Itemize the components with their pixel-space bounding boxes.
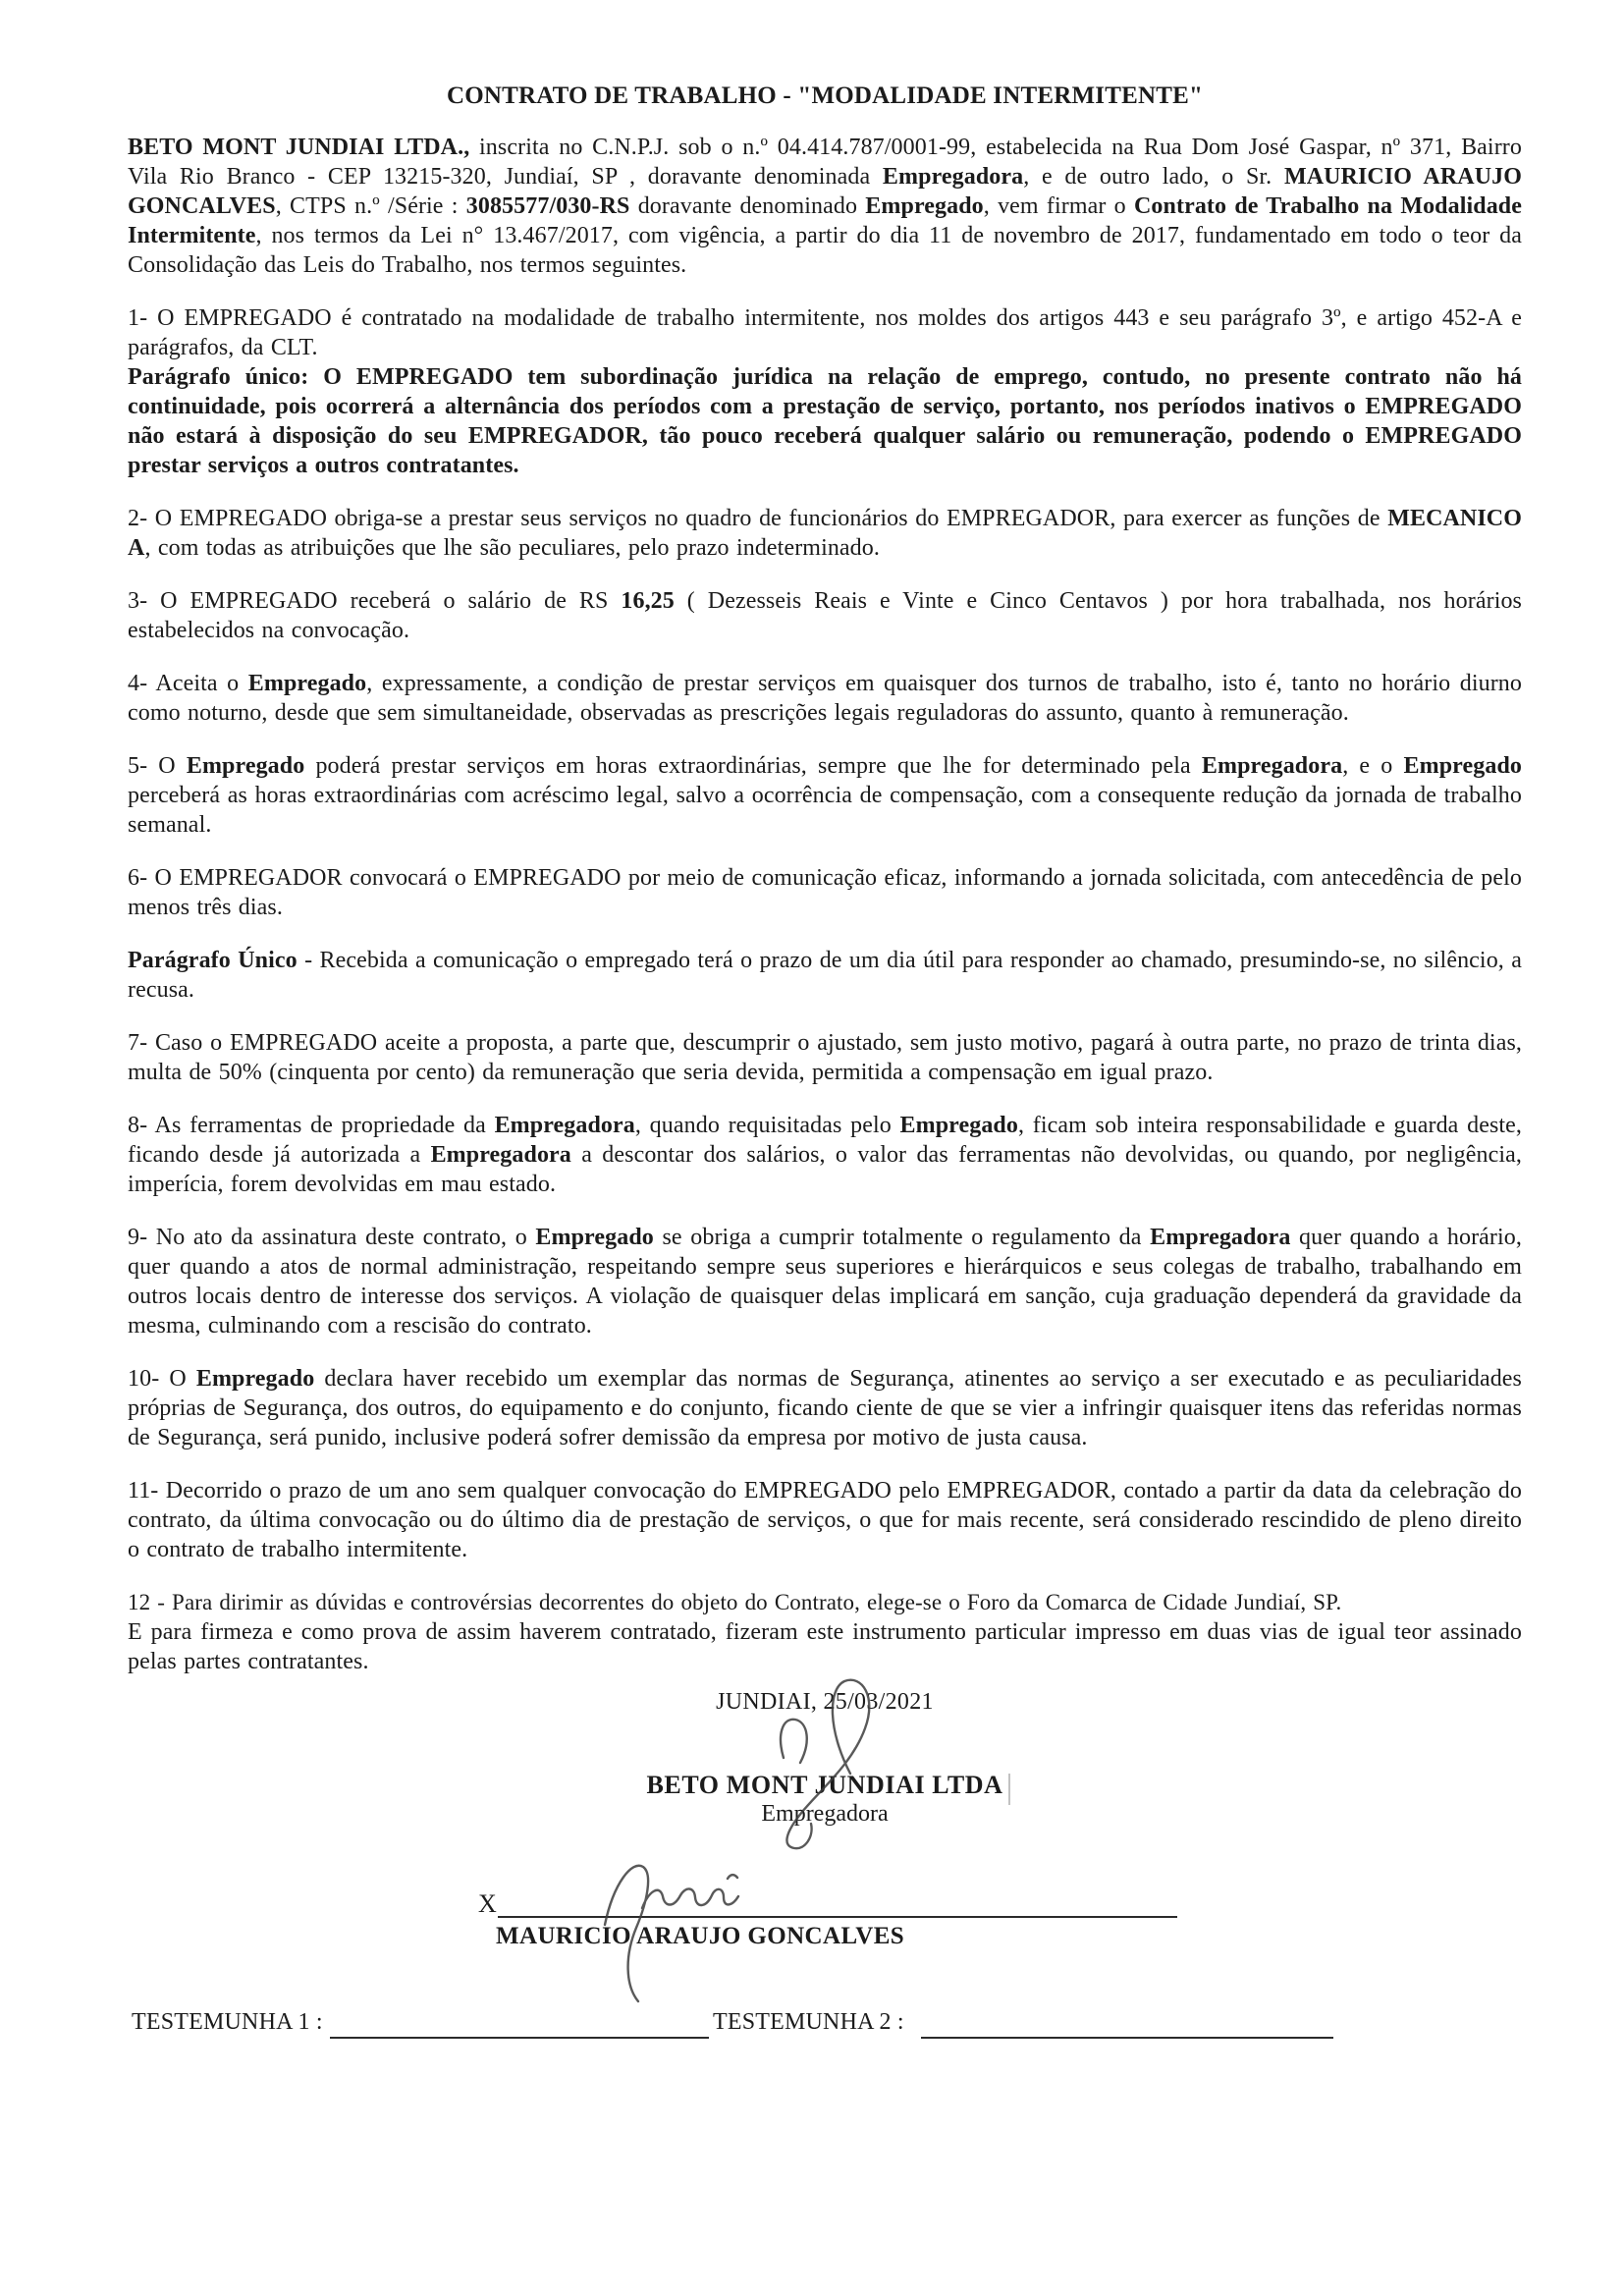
text-segment: 8- As ferramentas de propriedade da <box>128 1113 495 1138</box>
clause-2 <box>128 504 1522 563</box>
text-segment: 3- O EMPREGADO receberá o salário de RS <box>128 588 622 614</box>
company-signature-block <box>128 1688 1522 1828</box>
text-segment: Parágrafo Único <box>128 948 298 973</box>
text-segment: , ficam sob inteira responsabilidade e guarda deste, ficando desde já autorizada a <box>128 1113 1523 1168</box>
text-segment: Empregado <box>186 753 305 779</box>
text-segment: Empregado <box>535 1225 654 1250</box>
text-segment: 6- O EMPREGADOR convocará o EMPREGADO por meio de comunicação eficaz, informando a jornada solicitada, com antecedência de pelo menos três dias. <box>128 865 1522 920</box>
text-segment: 11- Decorrido o prazo de um ano sem qualquer convocação do EMPREGADO pelo EMPREGADOR, contado a partir da data da celebração do contrato, da última convocação ou do último dia de prestação de serviços, o que for mais recente, será considerado rescindido de pleno direito o contrato de trabalho intermitente. <box>128 1478 1522 1562</box>
text-segment: , e o <box>1342 753 1404 779</box>
employee-signature-line <box>498 1916 1177 1918</box>
text-segment: inscrita no C.N.P.J. sob o n.º 04.414.787/0001-99, estabelecida na Rua Dom José Gaspar, nº 371, Bairro Vila Rio Branco - CEP 13215-320, Jundiaí, SP , doravante denominada <box>128 135 1522 190</box>
text-segment: 10- O <box>128 1366 196 1392</box>
text-segment: Empregado <box>195 1366 315 1392</box>
text-segment: Empregado <box>1403 753 1522 779</box>
text-segment: Empregadora <box>882 164 1024 190</box>
text-segment: , e de outro lado, o Sr. <box>1023 164 1284 190</box>
witness-2-label: TESTEMUNHA 2 : <box>713 2009 904 2035</box>
clause-11 <box>128 1476 1522 1564</box>
text-segment: 4- Aceita o <box>128 671 248 696</box>
text-segment: 7- Caso o EMPREGADO aceite a proposta, a parte que, descumprir o ajustado, sem justo motivo, pagará à outra parte, no prazo de trinta dias, multa de 50% (cinquenta por cento) da remuneração que seria devida, permitida a compensação em igual prazo. <box>128 1030 1522 1085</box>
contract-intro-paragraph <box>128 133 1522 280</box>
text-segment: 9- No ato da assinatura deste contrato, o <box>128 1225 536 1250</box>
text-segment: Empregado <box>247 671 367 696</box>
clause-4 <box>128 669 1522 728</box>
text-segment: ( Dezesseis Reais e Vinte e Cinco Centavos ) por hora trabalhada, nos horários estabelecidos na convocação. <box>128 588 1522 643</box>
text-segment: Empregadora <box>494 1113 635 1138</box>
witness-1-line <box>330 2037 709 2039</box>
company-role-label: Empregadora <box>761 1801 889 1827</box>
clause-7 <box>128 1028 1522 1087</box>
witness-1-label: TESTEMUNHA 1 : <box>132 2009 323 2035</box>
text-segment: a descontar dos salários, o valor das ferramentas não devolvidas, ou quando, por negligência, imperícia, forem devolvidas em mau estado. <box>128 1142 1522 1197</box>
clause-10 <box>128 1364 1522 1452</box>
text-segment: Empregado <box>899 1113 1018 1138</box>
text-segment: - Recebida a comunicação o empregado terá o prazo de um dia útil para responder ao chamado, presumindo-se, no silêncio, a recusa. <box>128 948 1522 1003</box>
text-segment: Empregadora <box>1201 753 1343 779</box>
text-segment: , nos termos da Lei n° 13.467/2017, com vigência, a partir do dia 11 de novembro de 2017, fundamentado em todo o teor da Consolidação das Leis do Trabalho, nos termos seguintes. <box>128 223 1522 278</box>
text-segment: 2- O EMPREGADO obriga-se a prestar seus serviços no quadro de funcionários do EMPREGADOR, para exercer as funções de <box>128 506 1388 531</box>
text-segment: quer quando a horário, quer quando a atos de normal administração, respeitando sempre seus superiores e hierárquicos e seus colegas de trabalho, trabalhando em outros locais dentro de interesse dos serviços. A violação de quaisquer delas implicará em sanção, cuja graduação dependerá da gravidade da mesma, culminando com a rescisão do contrato. <box>128 1225 1522 1339</box>
text-segment: poderá prestar serviços em horas extraordinárias, sempre que lhe for determinado pela <box>304 753 1202 779</box>
clause-1 <box>128 303 1522 362</box>
text-segment: MECANICO A <box>128 506 1522 561</box>
clause-9 <box>128 1223 1522 1340</box>
text-segment: BETO MONT JUNDIAI LTDA., <box>128 135 470 160</box>
clause-6 <box>128 863 1522 922</box>
text-segment: 12 - Para dirimir as dúvidas e controvérsias decorrentes do objeto do Contrato, elege-se o Foro da Comarca de Cidade Jundiaí, SP. <box>128 1590 1342 1614</box>
closing-statement <box>128 1617 1522 1676</box>
text-segment: MAURICIO ARAUJO GONCALVES <box>128 164 1522 219</box>
witness-2-line <box>921 2037 1333 2039</box>
text-segment: Empregadora <box>1150 1225 1291 1250</box>
clause-12 <box>128 1588 1522 1617</box>
document-title: CONTRATO DE TRABALHO - "MODALIDADE INTERMITENTE" <box>446 82 1204 109</box>
text-segment: , com todas as atribuições que lhe são peculiares, pelo prazo indeterminado. <box>144 535 880 561</box>
text-segment: Empregado <box>865 193 984 219</box>
employee-name: MAURICIO ARAUJO GONCALVES <box>496 1923 905 1949</box>
text-segment: 1- O EMPREGADO é contratado na modalidade de trabalho intermitente, nos moldes dos artigos 443 e seu parágrafo 3º, e artigo 452-A e parágrafos, da CLT. <box>128 305 1522 360</box>
text-segment: , quando requisitadas pelo <box>634 1113 900 1138</box>
text-segment: perceberá as horas extraordinárias com acréscimo legal, salvo a ocorrência de compensação, com a consequente redução da jornada de trabalho semanal. <box>128 783 1522 838</box>
clause-8 <box>128 1111 1522 1199</box>
clause-1-sole-paragraph <box>128 362 1522 480</box>
company-name: BETO MONT JUNDIAI LTDA <box>646 1771 1003 1799</box>
clause-3 <box>128 586 1522 645</box>
text-segment: declara haver recebido um exemplar das normas de Segurança, atinentes ao serviço a ser executado e as peculiaridades próprias de Segurança, dos outros, do equipamento e do conjunto, ficando ciente de que se vier a infringir quaisquer itens das referidas normas de Segurança, será punido, inclusive poderá sofrer demissão da empresa por motivo de justa causa. <box>128 1366 1522 1450</box>
text-segment: se obriga a cumprir totalmente o regulamento da <box>653 1225 1151 1250</box>
text-segment: doravante denominado <box>629 193 866 219</box>
clause-5 <box>128 751 1522 840</box>
text-segment: Parágrafo único: O EMPREGADO tem subordinação jurídica na relação de emprego, contudo, no presente contrato não há continuidade, pois ocorrerá a alternância dos períodos com a prestação de serviço, portanto, nos períodos inativos o EMPREGADO não estará à disposição do seu EMPREGADOR, tão pouco receberá qualquer salário ou remuneração, podendo o EMPREGADO prestar serviços a outros contratantes. <box>128 364 1522 478</box>
contract-body <box>128 0 1522 1676</box>
text-segment: , vem firmar o <box>983 193 1134 219</box>
text-segment: Contrato de Trabalho na Modalidade Intermitente <box>128 193 1523 248</box>
signature-date-line: JUNDIAI, 25/03/2021 <box>716 1689 934 1715</box>
text-segment: 5- O <box>128 753 187 779</box>
text-segment: 3085577/030-RS <box>465 193 630 219</box>
text-segment: Empregadora <box>430 1142 571 1168</box>
text-segment: E para firmeza e como prova de assim haverem contratado, fizeram este instrumento particular impresso em duas vias de igual teor assinado pelas partes contratantes. <box>128 1619 1522 1674</box>
text-segment: , CTPS n.º /Série : <box>275 193 466 219</box>
clause-6-sole-paragraph <box>128 946 1522 1005</box>
text-segment: 16,25 <box>621 588 675 614</box>
text-segment: , expressamente, a condição de prestar serviços em quaisquer dos turnos de trabalho, isto é, tanto no horário diurno como noturno, desde que sem simultaneidade, observadas as prescrições legais reguladoras do assunto, quanto à remuneração. <box>128 671 1523 726</box>
employee-x-mark: X <box>478 1889 497 1918</box>
